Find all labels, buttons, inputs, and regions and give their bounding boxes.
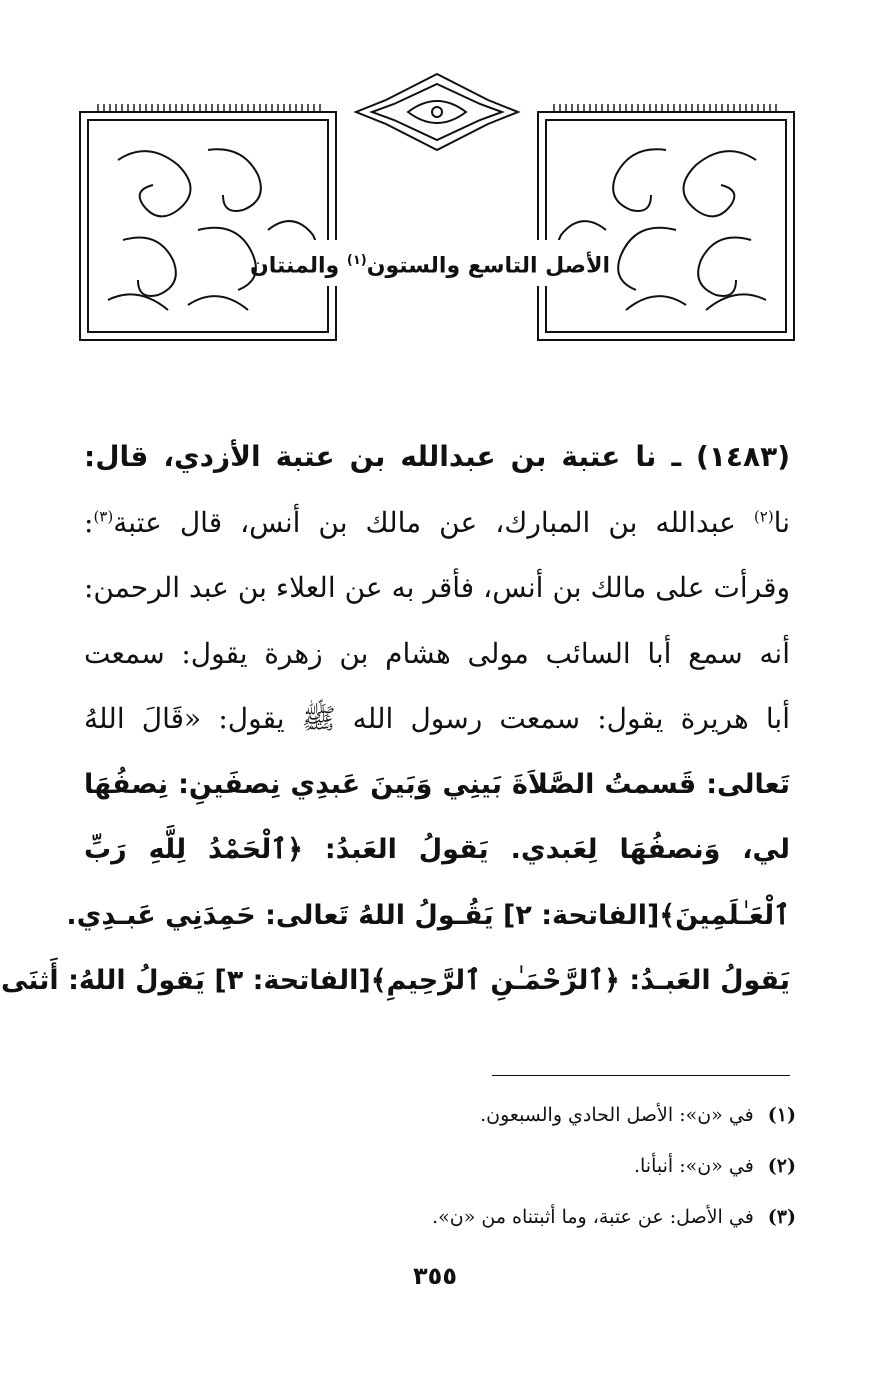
ornamental-header-frame (78, 70, 796, 350)
footnote-ref-2: (٢) (753, 507, 774, 526)
footnote-3 (300, 1198, 796, 1249)
text-line-2-pre: نا (773, 505, 790, 539)
chapter-title (249, 253, 610, 279)
hadith-text (0, 424, 790, 1014)
text-line-3: وقرأت على مالك بن أنس، فأقر به عن العلاء بن عبد الرحمن: (84, 571, 790, 604)
text-line-4: أنه سمع أبا السائب مولى هشام بن زهرة يقول: سمعت (84, 636, 790, 670)
footnote-text: في الأصل: عن عتبة، وما أثبتناه من «ن». (432, 1206, 754, 1228)
chapter-title-suffix: والمنتان (249, 253, 340, 279)
footnote-separator (492, 1075, 790, 1076)
text-line-7: لي، وَنصفُهَا لِعَبدي. يَقولُ العَبدُ: ﴿ٱلْحَمْدُ لِلَّهِ رَبِّ (84, 834, 790, 865)
footnote-number: (٢) (767, 1155, 796, 1177)
footnote-number: (٣) (767, 1206, 796, 1228)
footnote-1 (300, 1096, 796, 1147)
footnote-ref-3: (٣) (93, 507, 114, 526)
text-line-9: يَقولُ العَبـدُ: ﴿ٱلرَّحْمَـٰنِ ٱلرَّحِيمِ﴾[الفاتحة: ٣] يَقولُ اللهُ: أَثنَى (0, 965, 790, 996)
text-line-1-content: ـ نا عتبة بن عبدالله بن عتبة الأزدي، قال: (84, 440, 697, 473)
text-line-6: تَعالى: قَسمتُ الصَّلاَةَ بَينِي وَبَينَ عَبدِي نِصفَينِ: نِصفُهَا (84, 768, 790, 800)
text-line-8: ٱلْعَـٰلَمِينَ﴾[الفاتحة: ٢] يَقُـولُ اللهُ تَعالى: حَمِدَنِي عَبـدِي. (66, 899, 790, 931)
footnote-2 (300, 1147, 796, 1198)
text-line-5: أبا هريرة يقول: سمعت رسول الله ﷺ يقول: «قَالَ اللهُ (84, 702, 790, 735)
footnote-number: (١) (767, 1104, 796, 1126)
text-line-2 (84, 490, 790, 556)
footnotes (300, 1096, 796, 1249)
chapter-title-note-ref: (١) (346, 253, 367, 268)
text-line-2-mid: عبدالله بن المبارك، عن مالك بن أنس، قال عتبة (113, 505, 754, 539)
footnote-text: في «ن»: أنبأنا. (633, 1155, 754, 1177)
text-line-1 (84, 424, 790, 490)
chapter-title-text: الأصل التاسع والستون (366, 253, 610, 279)
footnote-text: في «ن»: الأصل الحادي والسبعون. (480, 1104, 754, 1126)
hadith-number: (١٤٨٣) (696, 440, 790, 473)
page-number: ٣٥٥ (413, 1262, 457, 1290)
text-line-2-post: : (84, 505, 94, 539)
